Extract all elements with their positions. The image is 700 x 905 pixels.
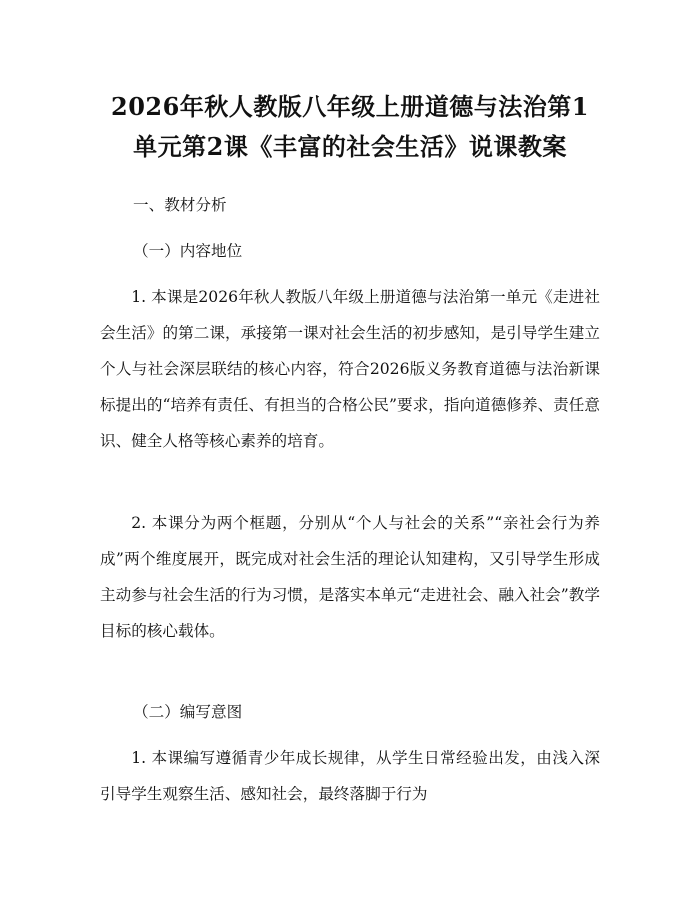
- paragraph-writing-intent-1: 1. 本课编写遵循青少年成长规律，从学生日常经验出发，由浅入深引导学生观察生活、感知社会，最终落脚于行为: [100, 749, 600, 803]
- paragraph-content-position-2: 2. 本课分为两个框题，分别从“个人与社会的关系”“亲社会行为养成”两个维度展开，既完成对社会生活的理论认知建构，又引导学生形成主动参与社会生活的行为习惯，是落实本单元“走进社会、融入社会”教学目标的核心载体。: [100, 514, 600, 640]
- paragraph-content-position-1: 1. 本课是2026年秋人教版八年级上册道德与法治第一单元《走进社会生活》的第二课，承接第一课对社会生活的初步感知，是引导学生建立个人与社会深层联结的核心内容，符合2026版义务教育道德与法治新课标提出的“培养有责任、有担当的合格公民”要求，指向道德修养、责任意识、健全人格等核心素养的培育。: [100, 288, 600, 450]
- document-title-line-2: 单元第2课《丰富的社会生活》说课教案: [133, 132, 567, 161]
- subsection-heading-writing-intent: （二）编写意图: [133, 703, 243, 721]
- document-title-line-1: 2026年秋人教版八年级上册道德与法治第1: [111, 92, 589, 121]
- section-heading-textbook-analysis: 一、教材分析: [133, 196, 227, 214]
- subsection-heading-content-position: （一）内容地位: [133, 242, 243, 260]
